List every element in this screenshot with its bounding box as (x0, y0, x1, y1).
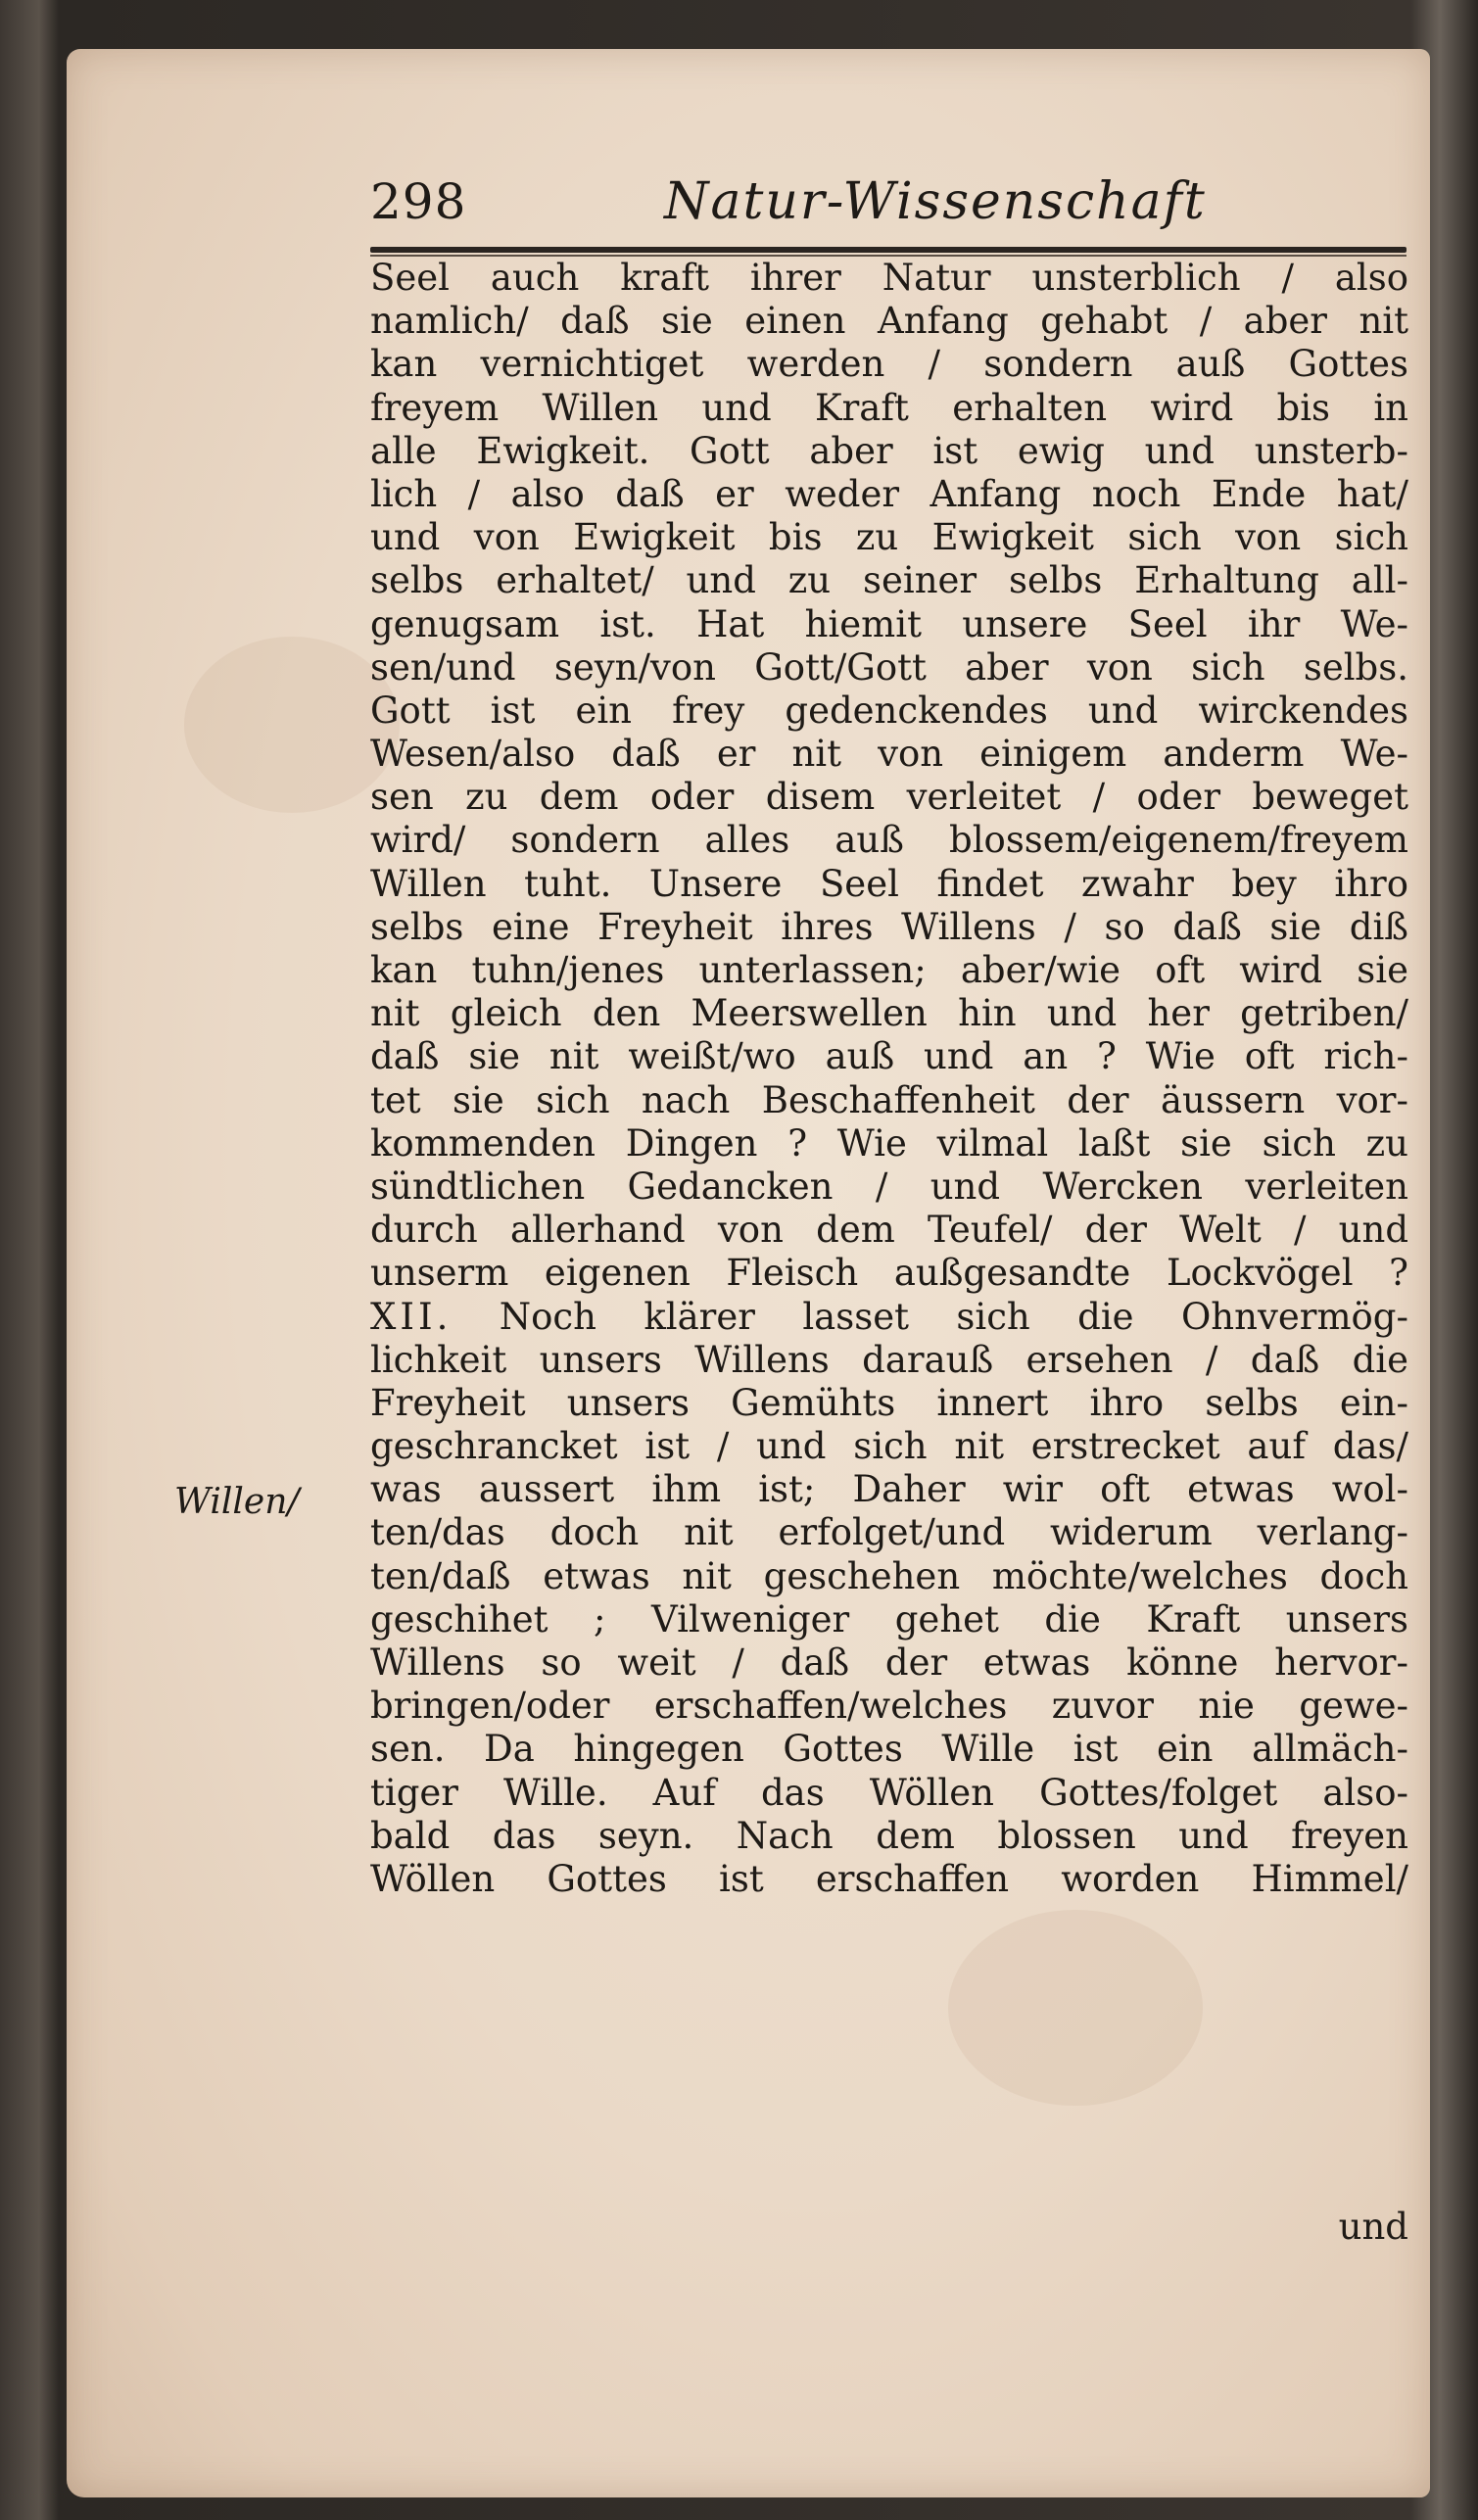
section-number: XII. (370, 1295, 453, 1338)
text-line: kommenden Dingen ? Wie vilmal laßt sie sich zu (370, 1121, 1408, 1165)
text-line: sen zu dem oder disem verleitet / oder beweget (370, 776, 1408, 819)
text-line: Wesen/also daß er nit von einigem anderm We- (370, 733, 1408, 776)
header-rule (370, 247, 1406, 253)
text-line: geschihet ; Vilweniger gehet die Kraft unsers (370, 1597, 1408, 1640)
text-line: lichkeit unsers Willens darauß ersehen / daß die (370, 1338, 1408, 1381)
page-number: 298 (370, 173, 467, 230)
text-line: Willens so weit / daß der etwas könne hervor- (370, 1641, 1408, 1684)
text-line: geschrancket ist / und sich nit erstrecket auf das/ (370, 1425, 1408, 1468)
margin-note: Willen/ (174, 1482, 300, 1522)
text-line: durch allerhand von dem Teufel/ der Welt / und (370, 1209, 1408, 1252)
text-line: genugsam ist. Hat hiemit unsere Seel ihr We- (370, 602, 1408, 645)
text-line: unserm eigenen Fleisch außgesandte Lockvögel ? (370, 1252, 1408, 1295)
text-line: Willen tuht. Unsere Seel findet zwahr bey ihro (370, 862, 1408, 905)
catchword: und (1338, 2206, 1408, 2248)
text-line: selbs erhaltet/ und zu seiner selbs Erhaltung all- (370, 559, 1408, 602)
text-line: und von Ewigkeit bis zu Ewigkeit sich von sich (370, 516, 1408, 559)
text-line: selbs eine Freyheit ihres Willens / so daß sie diß (370, 905, 1408, 948)
text-line: ten/das doch nit erfolget/und widerum verlang- (370, 1511, 1408, 1554)
text-line: nit gleich den Meerswellen hin und her getriben/ (370, 992, 1408, 1035)
running-head: Natur-Wissenschaft (664, 172, 1207, 231)
text-line: daß sie nit weißt/wo auß und an ? Wie oft rich- (370, 1035, 1408, 1078)
text-line: namlich/ daß sie einen Anfang gehabt / aber nit (370, 300, 1408, 343)
text-line: sen. Da hingegen Gottes Wille ist ein allmäch- (370, 1728, 1408, 1771)
text-line: kan tuhn/jenes unterlassen; aber/wie oft wird sie (370, 949, 1408, 991)
text-line: wird/ sondern alles auß blossem/eigenem/freyem (370, 819, 1408, 862)
text-line: Gott ist ein frey gedenckendes und wirckendes (370, 689, 1408, 732)
paper-stain (184, 637, 400, 813)
text-line: lich / also daß er weder Anfang noch Ende hat/ (370, 472, 1408, 515)
text-line: ten/daß etwas nit geschehen möchte/welches doch (370, 1554, 1408, 1597)
text-line: alle Ewigkeit. Gott aber ist ewig und unsterb- (370, 429, 1408, 472)
text-line: kan vernichtiget werden / sondern auß Gottes (370, 343, 1408, 386)
text-line: bringen/oder erschaffen/welches zuvor nie gewe- (370, 1685, 1408, 1728)
text-line: freyem Willen und Kraft erhalten wird bis in (370, 386, 1408, 429)
paper-stain (948, 1910, 1203, 2106)
section-start-line (370, 1296, 1408, 1339)
text-line: Noch klärer lasset sich die Ohnvermög- (499, 1295, 1408, 1338)
page-header (370, 165, 1408, 239)
text-line: Seel auch kraft ihrer Natur unsterblich / also (370, 257, 1408, 299)
text-line: sen/und seyn/von Gott/Gott aber von sich selbs. (370, 645, 1408, 689)
text-line: sündtlichen Gedancken / und Wercken verleiten (370, 1165, 1408, 1208)
text-line: Freyheit unsers Gemühts innert ihro selbs ein- (370, 1381, 1408, 1424)
body-text (370, 257, 1408, 1901)
text-line: Wöllen Gottes ist erschaffen worden Himmel/ (370, 1857, 1408, 1900)
text-line: bald das seyn. Nach dem blossen und freyen (370, 1814, 1408, 1857)
text-line: tet sie sich nach Beschaffenheit der äussern vor- (370, 1078, 1408, 1121)
text-line: tiger Wille. Auf das Wöllen Gottes/folget also- (370, 1771, 1408, 1814)
text-line: was aussert ihm ist; Daher wir oft etwas wol- (370, 1468, 1408, 1511)
